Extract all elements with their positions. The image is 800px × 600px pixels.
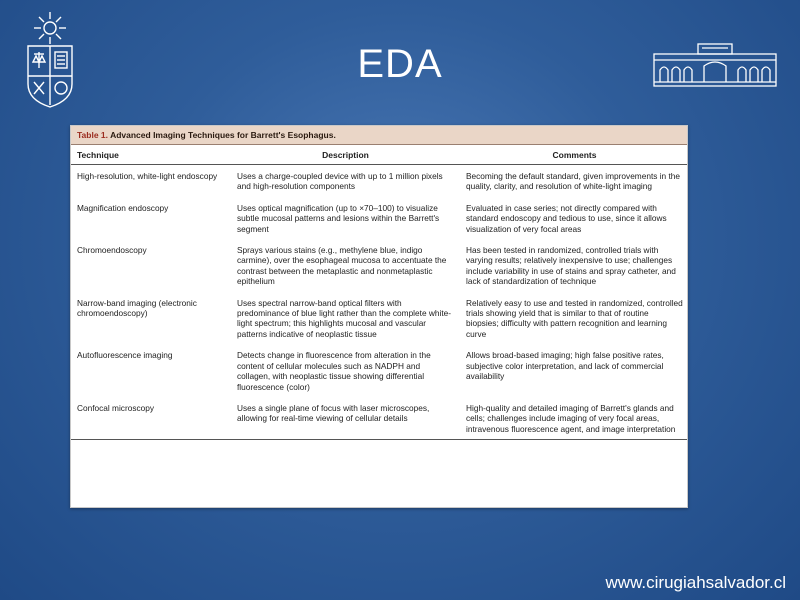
column-header-comments: Comments — [460, 145, 688, 165]
slide-title: EDA — [357, 42, 443, 86]
table-header-row — [71, 145, 688, 165]
comments-cell: Relatively easy to use and tested in randomized, controlled trials showing yield that is similar to that of routine biopsies; difficulty with pattern recognition and learning curve — [466, 297, 683, 339]
table-caption — [71, 126, 687, 145]
comments-cell: Has been tested in randomized, controlled trials with varying results; relatively inexpensive to use; challenges include variability in use of stains and spray catheter, and lack of standardization of technique — [466, 245, 676, 287]
technique-cell: Magnification endoscopy — [77, 202, 169, 213]
table-row — [71, 397, 688, 440]
description-cell: Uses spectral narrow-band optical filters with predominance of blue light rather than the complete white-light spectrum; this highlights mucosal and vascular patterns indicative of neoplastic tissue — [237, 297, 452, 339]
description-cell: Uses a single plane of focus with laser microscopes, allowing for real-time viewing of cellular details — [231, 397, 460, 440]
technique-cell: Narrow-band imaging (electronic chromoendoscopy) — [77, 297, 197, 319]
technique-cell: High-resolution, white-light endoscopy — [77, 171, 218, 181]
website-url: www.cirugiahsalvador.cl — [605, 573, 786, 592]
description-cell: Sprays various stains (e.g., methylene blue, indigo carmine), over the esophageal mucosa to accentuate the contrast between the metaplastic and nonmetaplastic epithelium — [237, 245, 447, 287]
description-cell: Detects change in fluorescence from alteration in the content of cellular molecules such as NADPH and collagen, with neoplastic tissue showing differential fluorescence (color) — [237, 350, 431, 392]
description-cell: Uses a charge-coupled device with up to 1 million pixels and high-resolution components — [237, 171, 443, 192]
technique-cell: Chromoendoscopy — [77, 245, 147, 256]
imaging-techniques-table — [70, 125, 688, 508]
table-caption-text: Advanced Imaging Techniques for Barrett's Esophagus. — [108, 130, 336, 140]
comments-cell: High-quality and detailed imaging of Barrett's glands and cells; challenges include imaging of very focal areas, intravenous fluorescence agent, and image interpretation — [460, 397, 688, 440]
column-header-technique: Technique — [71, 145, 231, 165]
table-row — [71, 197, 688, 239]
comments-cell: Becoming the default standard, given improvements in the quality, clarity, and resolution of white-light imaging — [466, 171, 680, 192]
table-caption-number: Table 1. — [77, 130, 109, 140]
table-row — [71, 344, 688, 397]
technique-cell: Autofluorescence imaging — [77, 350, 173, 361]
table-row — [71, 239, 688, 292]
table-row — [71, 165, 688, 197]
comments-cell: Allows broad-based imaging; high false positive rates, subjective color interpretation, and lack of commercial availability — [466, 350, 664, 382]
column-header-description: Description — [231, 145, 460, 165]
technique-cell: Confocal microscopy — [71, 397, 231, 440]
comments-cell: Evaluated in case series; not directly compared with standard endoscopy and tedious to use, since it allows visualization of very focal areas — [466, 202, 667, 234]
table-row — [71, 292, 688, 345]
table-body — [71, 145, 688, 440]
description-cell: Uses optical magnification (up to ×70–100) to visualize subtle mucosal patterns and lesions within the Barrett's segment — [237, 202, 440, 234]
